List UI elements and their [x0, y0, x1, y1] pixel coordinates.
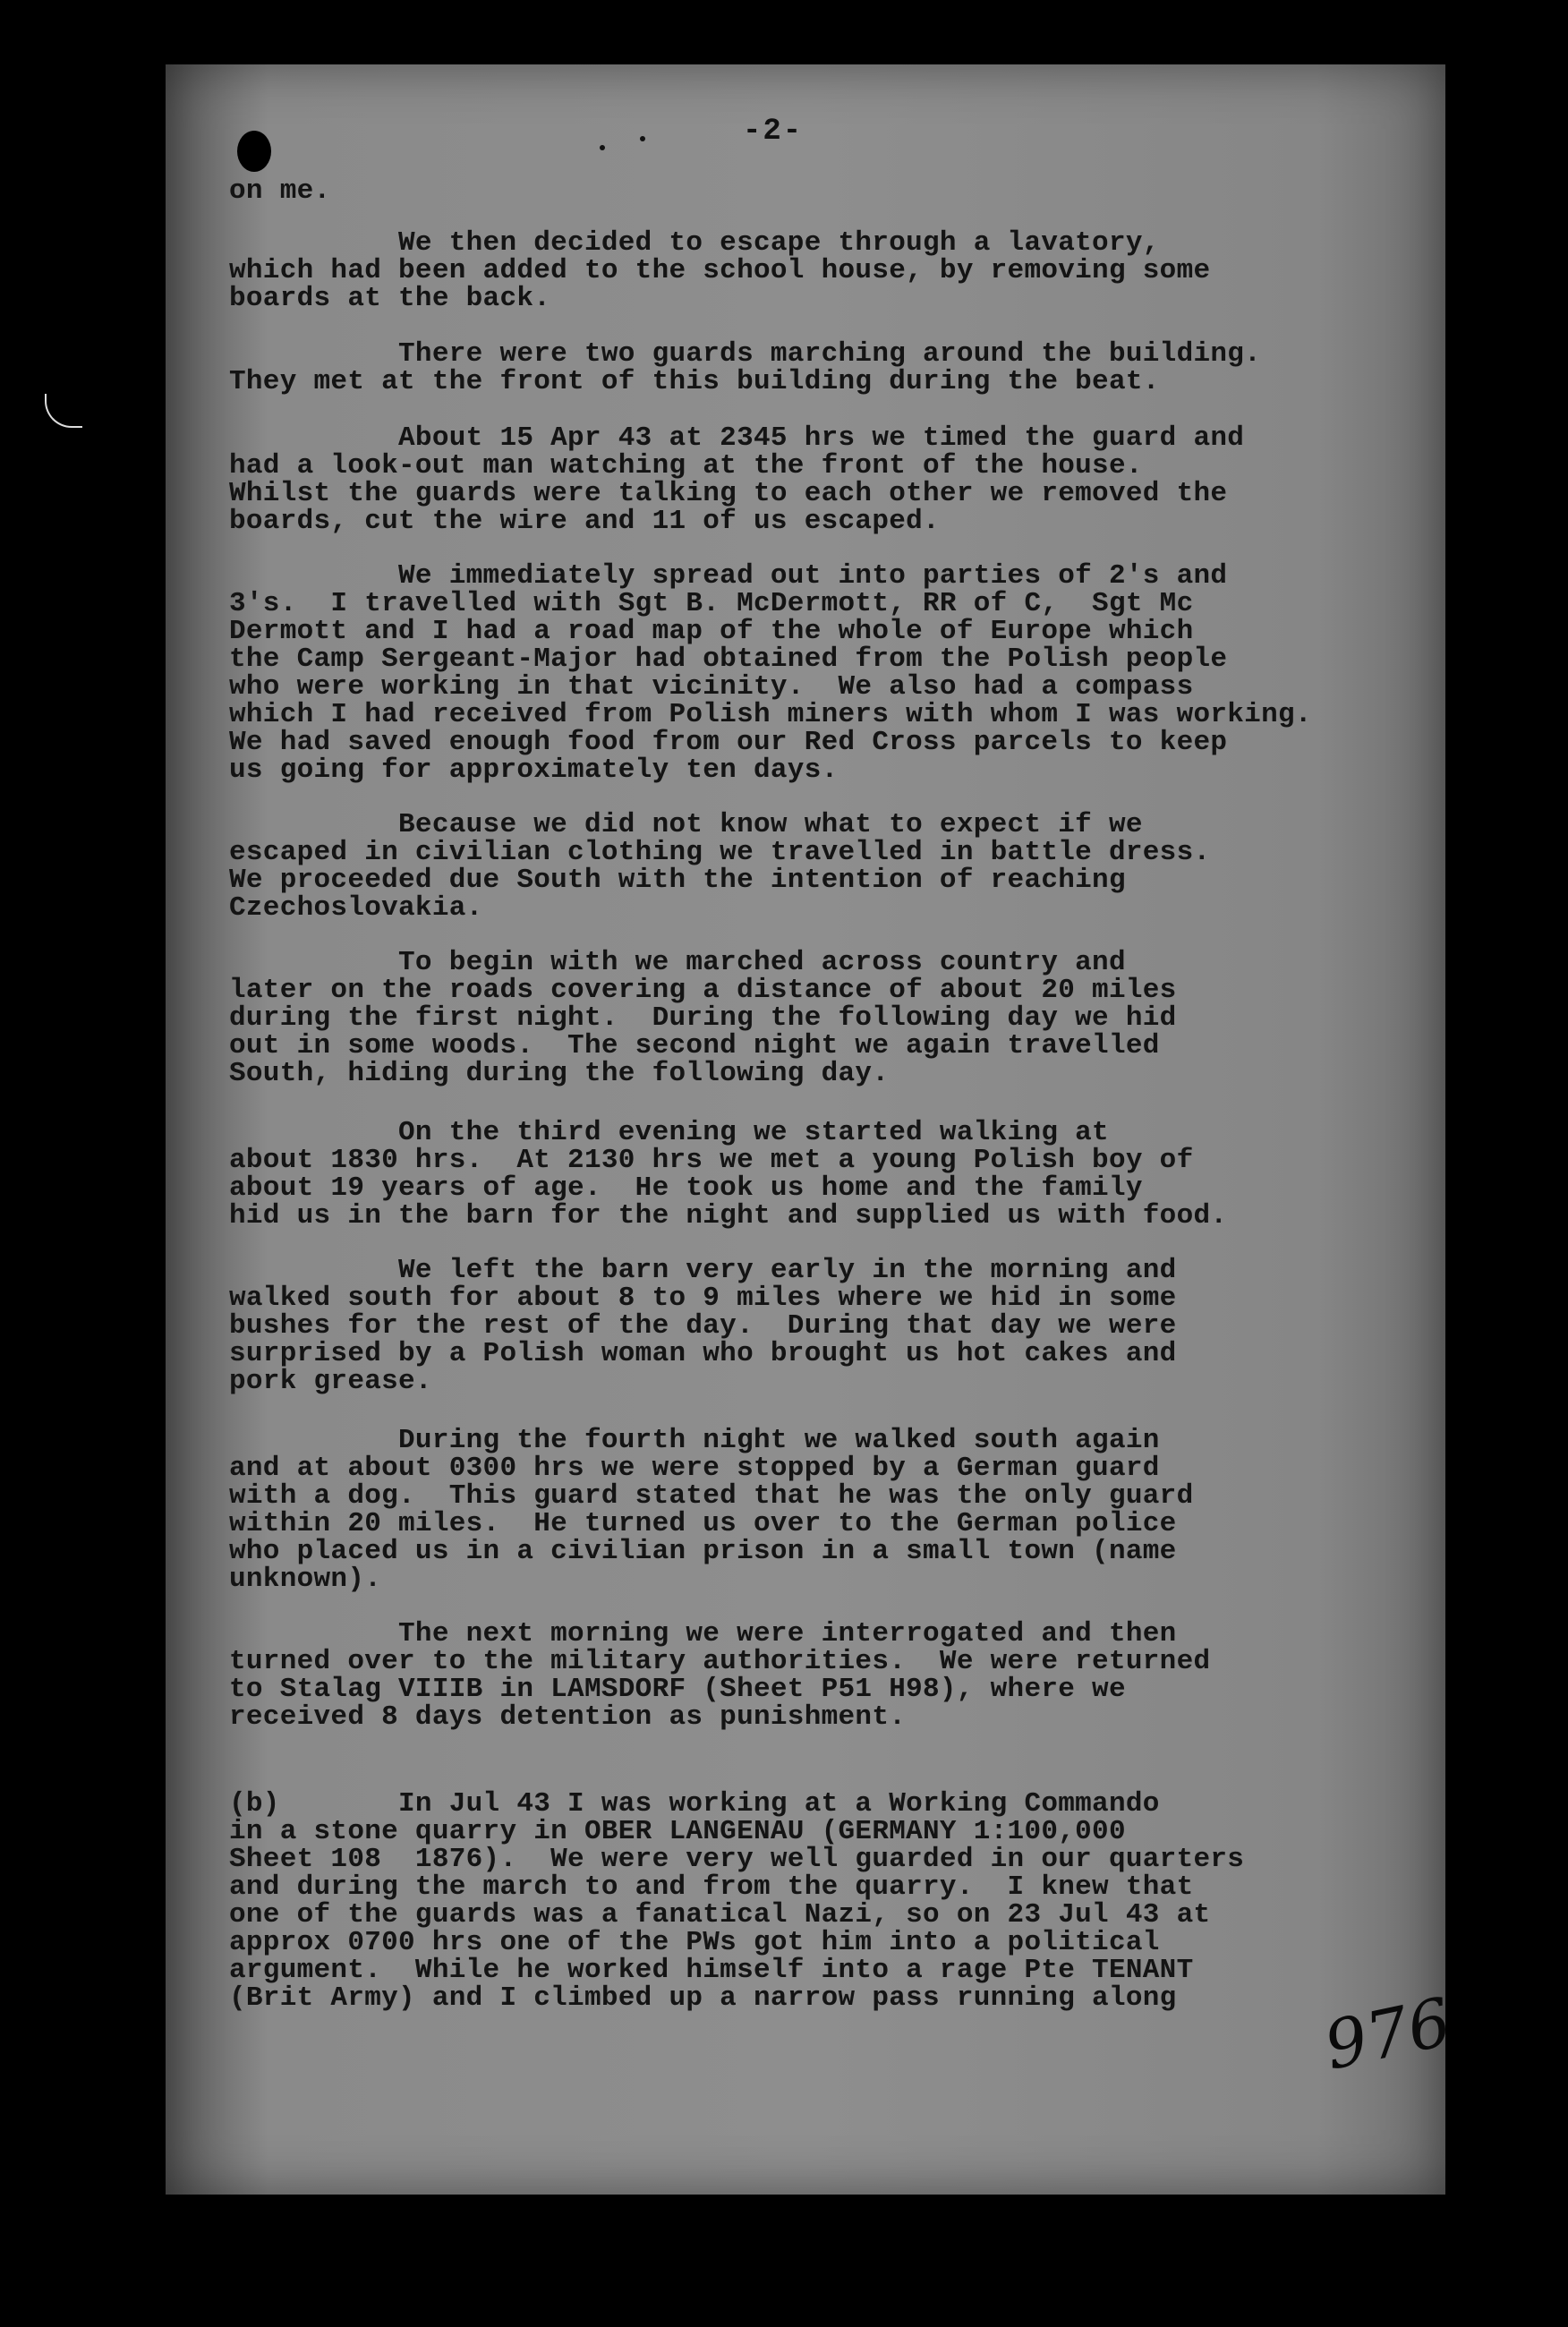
document-body [229, 0, 1446, 2014]
paragraph [229, 811, 1210, 922]
text-line: about 19 years of age. He took us home and the family [229, 1172, 1143, 1204]
text-line: to Stalag VIIIB in LAMSDORF (Sheet P51 H98), where we [229, 1674, 1126, 1705]
text-line: (b) In Jul 43 I was working at a Working Commando [229, 1788, 1160, 1820]
text-line: and at about 0300 hrs we were stopped by a German guard [229, 1453, 1160, 1484]
text-line: later on the roads covering a distance of about 20 miles [229, 975, 1177, 1006]
text-line: and during the march to and from the quarry. I knew that [229, 1871, 1194, 1903]
text-line: us going for approximately ten days. [229, 754, 839, 786]
text-line: approx 0700 hrs one of the PWs got him into a political [229, 1927, 1160, 1958]
text-line: boards at the back. [229, 283, 551, 314]
text-line: which I had received from Polish miners with whom I was working. [229, 699, 1312, 730]
paragraph [229, 1257, 1177, 1395]
text-line: Sheet 108 1876). We were very well guarded in our quarters [229, 1844, 1245, 1875]
paragraph [229, 340, 1261, 396]
text-line: who were working in that vicinity. We also had a compass [229, 671, 1194, 703]
text-line: The next morning we were interrogated and then [229, 1618, 1177, 1649]
text-line: We then decided to escape through a lavatory, [229, 227, 1160, 259]
paragraph [229, 949, 1177, 1087]
text-line: in a stone quarry in OBER LANGENAU (GERMANY 1:100,000 [229, 1816, 1126, 1847]
text-line: surprised by a Polish woman who brought us hot cakes and [229, 1338, 1177, 1369]
text-line: out in some woods. The second night we again travelled [229, 1030, 1160, 1061]
text-line: Whilst the guards were talking to each other we removed the [229, 478, 1228, 509]
text-line: They met at the front of this building during the beat. [229, 366, 1160, 397]
margin-mark [45, 394, 82, 428]
text-line: escaped in civilian clothing we travelled in battle dress. [229, 837, 1211, 868]
text-line: hid us in the barn for the night and supplied us with food. [229, 1200, 1228, 1232]
text-line: who placed us in a civilian prison in a small town (name [229, 1536, 1177, 1567]
text-line: bushes for the rest of the day. During that day we were [229, 1310, 1177, 1342]
text-line: Because we did not know what to expect if we [229, 809, 1143, 840]
text-line: Czechoslovakia. [229, 892, 483, 924]
paragraph [229, 229, 1210, 312]
text-line: argument. While he worked himself into a rage Pte TENANT [229, 1955, 1194, 1986]
text-line: walked south for about 8 to 9 miles where we hid in some [229, 1283, 1177, 1314]
text-line: with a dog. This guard stated that he was the only guard [229, 1480, 1194, 1512]
text-line: During the fourth night we walked south again [229, 1425, 1160, 1456]
text-line: received 8 days detention as punishment. [229, 1701, 907, 1733]
text-line: on me. [229, 175, 331, 207]
text-line: one of the guards was a fanatical Nazi, so on 23 Jul 43 at [229, 1899, 1211, 1931]
text-line: had a look-out man watching at the front of the house. [229, 450, 1143, 482]
text-line: We had saved enough food from our Red Cross parcels to keep [229, 727, 1228, 758]
paragraph [229, 1790, 1244, 2012]
text-line: unknown). [229, 1564, 382, 1595]
paragraph [229, 562, 1312, 784]
text-line: Dermott and I had a road map of the whole of Europe which [229, 616, 1194, 647]
text-line: 3's. I travelled with Sgt B. McDermott, RR of C, Sgt Mc [229, 588, 1194, 619]
text-line: (Brit Army) and I climbed up a narrow pass running along [229, 1982, 1177, 2014]
text-line: during the first night. During the following day we hid [229, 1002, 1177, 1034]
page-number: -2- [743, 115, 804, 149]
text-line: To begin with we marched across country and [229, 947, 1126, 978]
text-line: About 15 Apr 43 at 2345 hrs we timed the guard and [229, 422, 1245, 454]
paragraph [229, 1119, 1227, 1230]
text-line: the Camp Sergeant-Major had obtained from the Polish people [229, 644, 1228, 675]
paragraph [229, 177, 330, 205]
text-line: which had been added to the school house, by removing some [229, 255, 1211, 286]
text-line: South, hiding during the following day. [229, 1058, 890, 1089]
handwritten-page-note: 976 [1317, 1983, 1458, 2085]
text-line: There were two guards marching around the building. [229, 338, 1262, 370]
paragraph [229, 1427, 1193, 1593]
text-line: We immediately spread out into parties of 2's and [229, 560, 1228, 592]
text-line: within 20 miles. He turned us over to the German police [229, 1508, 1177, 1539]
text-line: about 1830 hrs. At 2130 hrs we met a young Polish boy of [229, 1145, 1194, 1176]
text-line: We proceeded due South with the intention of reaching [229, 865, 1126, 896]
text-line: turned over to the military authorities. We were returned [229, 1646, 1211, 1677]
text-line: We left the barn very early in the morning and [229, 1255, 1177, 1286]
text-line: On the third evening we started walking at [229, 1117, 1109, 1148]
text-line: pork grease. [229, 1366, 432, 1397]
text-line: boards, cut the wire and 11 of us escaped. [229, 506, 940, 537]
paragraph [229, 424, 1244, 535]
paragraph [229, 1620, 1210, 1731]
